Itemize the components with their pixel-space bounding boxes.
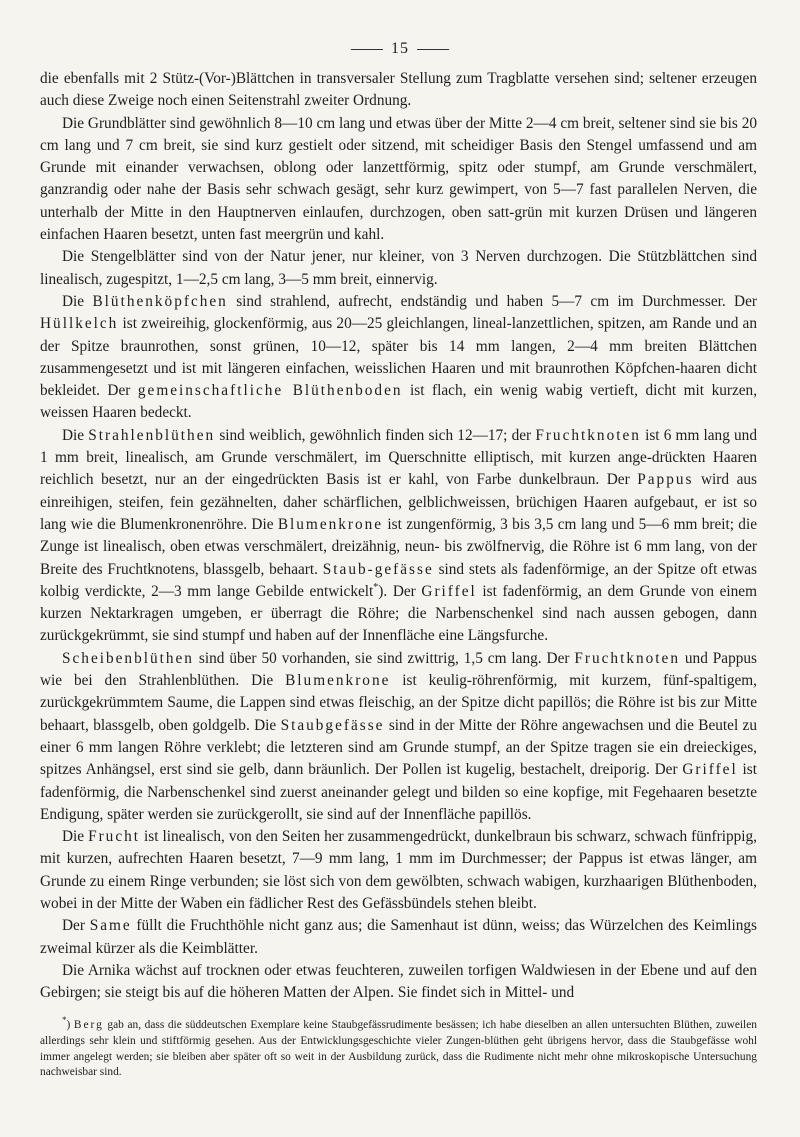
- text-run: ): [66, 1019, 74, 1032]
- page-number: 15: [391, 40, 409, 57]
- text-run: ist flach, ein wenig wabig vertieft, dicht mit kurzen, weissen Haaren bedeckt.: [40, 382, 758, 422]
- footnote-reference[interactable]: *: [373, 581, 379, 593]
- paragraph: [40, 826, 757, 915]
- spaced-term: Strahlenblüthen: [88, 426, 216, 444]
- text-run: ). Der: [378, 582, 422, 600]
- text-run: ist fadenförmig, an dem Grunde von einem kurzen Nektarkragen umgeben, er überragt die Röhre; die Narbenschenkel sind nach aussen gebogen, dann zurückgekrümmt, sie sind stumpf und haben auf der Innenfläche eine Längsfurche.: [40, 582, 757, 645]
- paragraph: [40, 68, 757, 113]
- text-run: sind weiblich, gewöhnlich finden sich 12—17; der: [215, 426, 536, 444]
- paragraph: [40, 291, 757, 425]
- text-run: und Pappus wie bei den Strahlenblüthen. Die: [40, 649, 757, 690]
- spaced-term: Blumenkrone: [277, 515, 384, 533]
- page-number-header: [0, 40, 800, 58]
- text-run: ist keulig-röhrenförmig, mit kurzem, fünf-spaltigem, zurückgekrümmtem Saume, die Lappen sind etwas fleischig, an der Spitze dicht papillös; die Röhre ist bis zur Mitte behaart, blassgelb, oben goldgelb. Die: [40, 672, 757, 734]
- text-run: ist fadenförmig, die Narbenschenkel sind zuerst aneinander gelegt und bilden so eine kopfige, mit Fegehaaren besetzte Endigung, später werden sie zurückgerollt, sie sind auf der Innenfläche papillös.: [40, 761, 757, 823]
- spaced-term: Frucht: [88, 828, 141, 846]
- header-rule-left: [351, 49, 383, 50]
- spaced-term: Pappus: [637, 471, 694, 489]
- text-run: Die: [62, 828, 89, 846]
- spaced-term: Fruchtknoten: [574, 649, 680, 667]
- paragraph: [40, 425, 757, 648]
- paragraph: [40, 915, 757, 960]
- body-text: [40, 68, 757, 1004]
- footnote-marker: *: [62, 1015, 67, 1026]
- spaced-term: gemeinschaftliche Blüthenboden: [137, 382, 403, 400]
- text-run: Der: [62, 917, 90, 935]
- spaced-term: Blüthenköpfchen: [92, 292, 228, 310]
- text-run: Die: [62, 292, 93, 310]
- text-run: ist 6 mm lang und 1 mm breit, linealisch, am Grunde verschmälert, im Querschnitte elliptisch, mit kurzen ange-drückten Haaren reichlich besetzt, nur an der eingedrückten Basis ist er kahl, von Farbe dunkelbraun. Der: [40, 426, 757, 489]
- text-run: sind strahlend, aufrecht, endständig und haben 5—7 cm im Durchmesser. Der: [227, 292, 757, 310]
- text-run: sind stets als fadenförmige, an der Spitze oft etwas kolbig verdickte, 2—3 mm lange Gebilde entwickelt: [40, 560, 757, 600]
- text-run: sind über 50 vorhanden, sie sind zwittrig, 1,5 cm lang. Der: [193, 649, 575, 667]
- header-rule-right: [417, 49, 449, 50]
- text-run: die ebenfalls mit 2 Stütz-(Vor-)Blättchen in transversaler Stellung zum Tragblatte versehen sind; seltener erzeugen auch diese Zweige noch einen Seitenstrahl zweiter Ordnung.: [40, 70, 757, 110]
- paragraph: [40, 648, 757, 826]
- spaced-term: Griffel: [682, 761, 738, 779]
- text-run: Die: [62, 426, 89, 444]
- spaced-term: Staub-gefässe: [322, 560, 434, 578]
- text-run: sind in der Mitte der Röhre angewachsen und die Beutel zu einer 6 mm langen Röhre verklebt; die letzteren sind am Grunde stumpf, an der Spitze tragen sie ein dreieckiges, spitzes Anhängsel, erst sind sie gelb, dann bräunlich. Der Pollen ist kugelig, bestachelt, dreiporig. Der: [40, 716, 757, 779]
- text-run: Die Grundblätter sind gewöhnlich 8—10 cm lang und etwas über der Mitte 2—4 cm breit, seltener sind sie bis 20 cm lang und 7 cm breit, sie sind kurz gestielt oder sitzend, mit scheidiger Basis den Stengel umfassend und am Grunde mit einander verwachsen, oblong oder lanzettförmig, spitz oder stumpf, am Grunde verschmälert, ganzrandig oder nahe der Basis sehr schwach gesägt, sehr kurz gewimpert, von 5—7 fast parallelen Nerven, die unterhalb der Mitte in den Hauptnerven einlaufen, durchzogen, oben satt-grün mit kurzen Drüsen und längeren einfachen Haaren besetzt, unten fast meergrün und kahl.: [40, 114, 758, 244]
- spaced-term: Same: [89, 917, 132, 935]
- spaced-term: Berg: [73, 1019, 104, 1032]
- text-run: füllt die Fruchthöhle nicht ganz aus; die Samenhaut ist dünn, weiss; das Würzelchen des Keimlings zweimal kürzer als die Keimblätter.: [40, 917, 757, 957]
- paragraph: [40, 960, 757, 1005]
- text-run: wird aus einreihigen, steifen, fein gezähnelten, daher schärflichen, gelblichweissen, brüchigen Haaren aufgebaut, er ist so lang wie die Blumenkronenröhre. Die: [40, 471, 757, 533]
- text-run: Die Stengelblätter sind von der Natur jener, nur kleiner, von 3 Nerven durchzogen. Die Stützblättchen sind linealisch, zugespitzt, 1—2,5 cm lang, 3—5 mm breit, einnervig.: [40, 248, 757, 288]
- paragraph: [40, 246, 757, 291]
- text-run: ist zungenförmig, 3 bis 3,5 cm lang und 5—6 mm breit; die Zunge ist linealisch, oben etwas verschmälert, dreizähnig, neun- bis zwölfnervig, die Röhre ist 6 mm lang, von der Breite des Fruchtknotens, blassgelb, behaart.: [40, 515, 757, 578]
- spaced-term: Hüllkelch: [40, 315, 119, 333]
- paragraph: [40, 113, 757, 247]
- spaced-term: Staubgefässe: [280, 716, 385, 734]
- spaced-term: Griffel: [421, 582, 477, 600]
- text-run: ist linealisch, von den Seiten her zusammengedrückt, dunkelbraun bis schwarz, schwach fünfrippig, mit kurzen, aufrechten Haaren besetzt, 7—9 mm lang, 1 mm im Durchmesser; der Pappus ist etwas länger, am Grunde zu einem Ringe verbunden; sie löst sich von dem gewölbten, schwach wabigen, kurzhaarigen Blüthenboden, wobei in der Mitte der Waben ein fädlicher Rest des Gefässbündels stehen bleibt.: [40, 828, 757, 912]
- spaced-term: Blumenkrone: [285, 672, 391, 690]
- footnote: [40, 1015, 757, 1080]
- text-run: ist zweireihig, glockenförmig, aus 20—25 gleichlangen, lineal-lanzettlichen, spitzen, am Rande und an der Spitze braunrothen, sonst grünen, 10—12, später bis 14 mm langen, 2—4 mm breiten Blättchen zusammengesetzt und ist mit längeren einfachen, weisslichen Haaren und mit braunrothen Köpfchen-haaren dicht bekleidet. Der: [40, 315, 757, 400]
- text-run: Die Arnika wächst auf trocknen oder etwas feuchteren, zuweilen torfigen Waldwiesen in der Ebene und auf den Gebirgen; sie steigt bis auf die höheren Matten der Alpen. Sie findet sich in Mittel- und: [40, 961, 757, 1002]
- text-run: gab an, dass die süddeutschen Exemplare keine Staubgefässrudimente besässen; ich habe dieselben an allen untersuchten Blüthen, zuweilen allerdings sehr klein und stiftförmig gesehen. Aus der Entwicklungsgeschichte vieler Zungen-blüthen geht übrigens hervor, dass die Staubgefässe wohl immer angelegt werden; sie bleiben aber später oft so weit in der Ausbildung zurück, dass die Rudimente nicht mehr ohne mikroskopische Untersuchung nachweisbar sind.: [40, 1019, 757, 1079]
- spaced-term: Fruchtknoten: [535, 426, 641, 444]
- spaced-term: Scheibenblüthen: [62, 649, 194, 667]
